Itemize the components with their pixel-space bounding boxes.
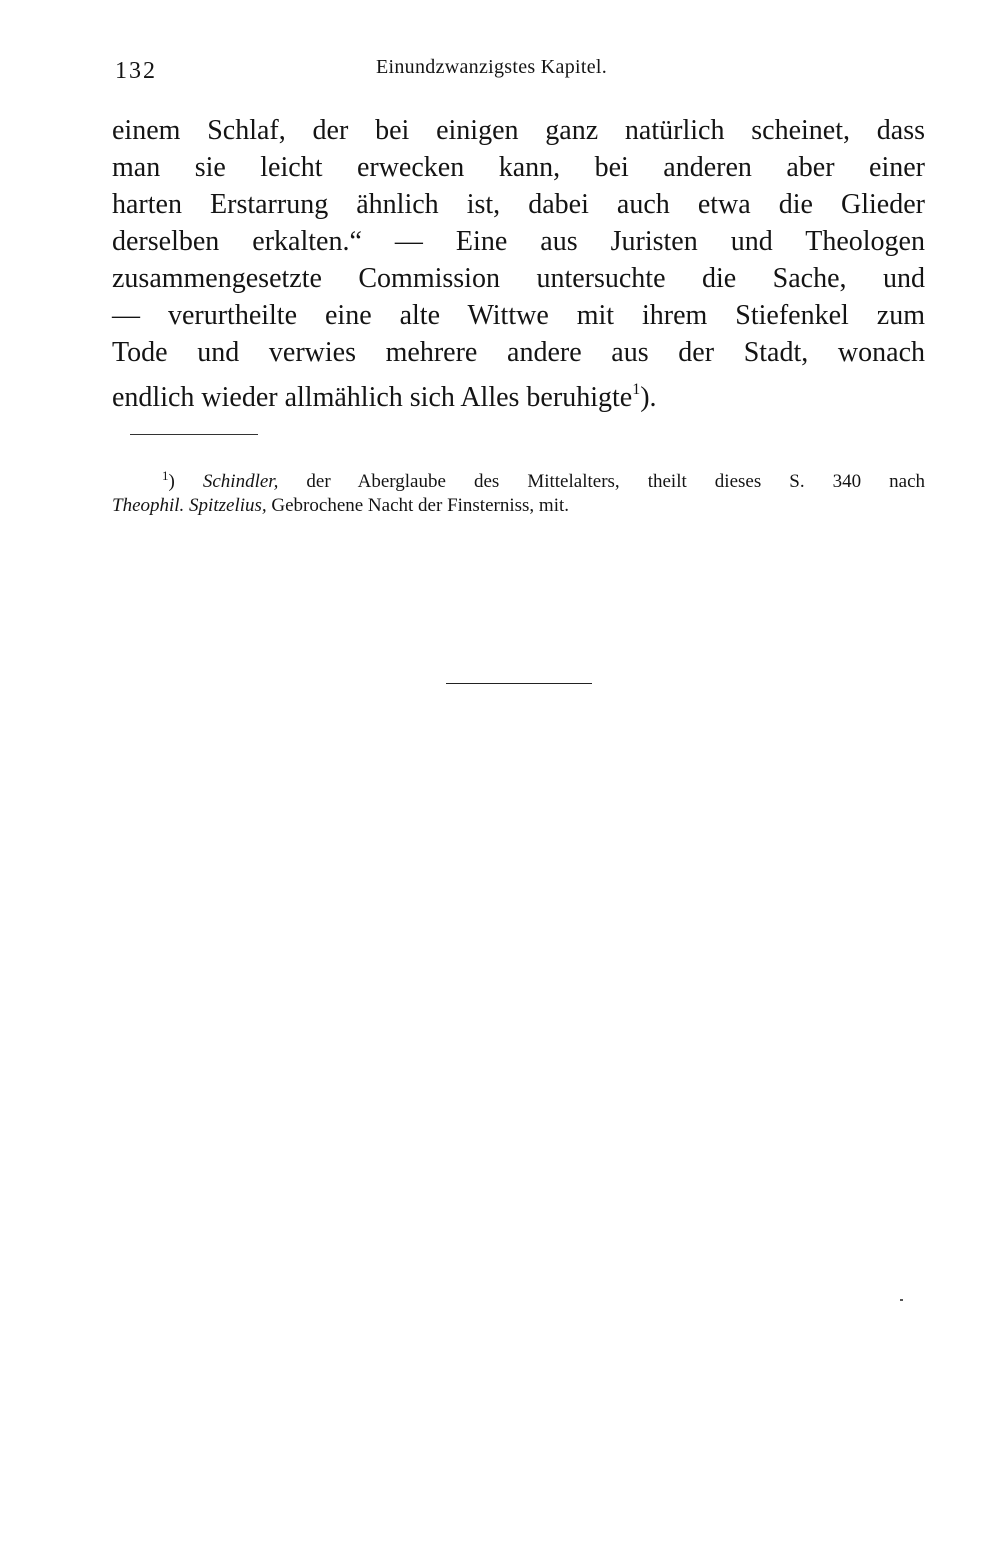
footnote-line (112, 492, 925, 520)
body-line: derselben erkalten.“ — Eine aus Juristen und Theologen (112, 226, 925, 257)
footnote-line (162, 462, 925, 490)
footnote-separator (130, 434, 258, 435)
body-line: man sie leicht erwecken kann, bei anderen aber einer (112, 152, 925, 183)
footnote-text: der Aberglaube des Mittelalters, theilt dieses S. 340 nach (306, 471, 926, 492)
body-line-last (112, 373, 925, 413)
chapter-end-rule (446, 683, 592, 684)
footnote-text: Gebrochene Nacht der Finsterniss, mit. (271, 495, 569, 516)
running-title: Einundzwanzigstes Kapitel. (376, 56, 608, 78)
body-line: Tode und verwies mehrere andere aus der Stadt, wonach (112, 337, 925, 368)
body-line-text: endlich wieder allmählich sich Alles beruhigte (112, 382, 633, 413)
footnote-marker: 1 (162, 468, 169, 483)
body-line-end: ). (640, 382, 657, 413)
body-line: einem Schlaf, der bei einigen ganz natürlich scheinet, dass (112, 115, 925, 146)
print-speck (900, 1299, 903, 1301)
page-number: 132 (115, 58, 157, 84)
footnote-author: Schindler, (202, 471, 279, 492)
body-line: — verurtheilte eine alte Wittwe mit ihrem Stiefenkel zum (112, 300, 925, 331)
footnote-marker-paren: ) (168, 471, 175, 492)
footnote-reference: 1 (632, 381, 641, 398)
body-line: zusammengesetzte Commission untersuchte die Sache, und (112, 263, 925, 294)
body-line: harten Erstarrung ähnlich ist, dabei auch etwa die Glieder (112, 189, 925, 220)
footnote-source-author: Theophil. Spitzelius, (112, 495, 267, 516)
